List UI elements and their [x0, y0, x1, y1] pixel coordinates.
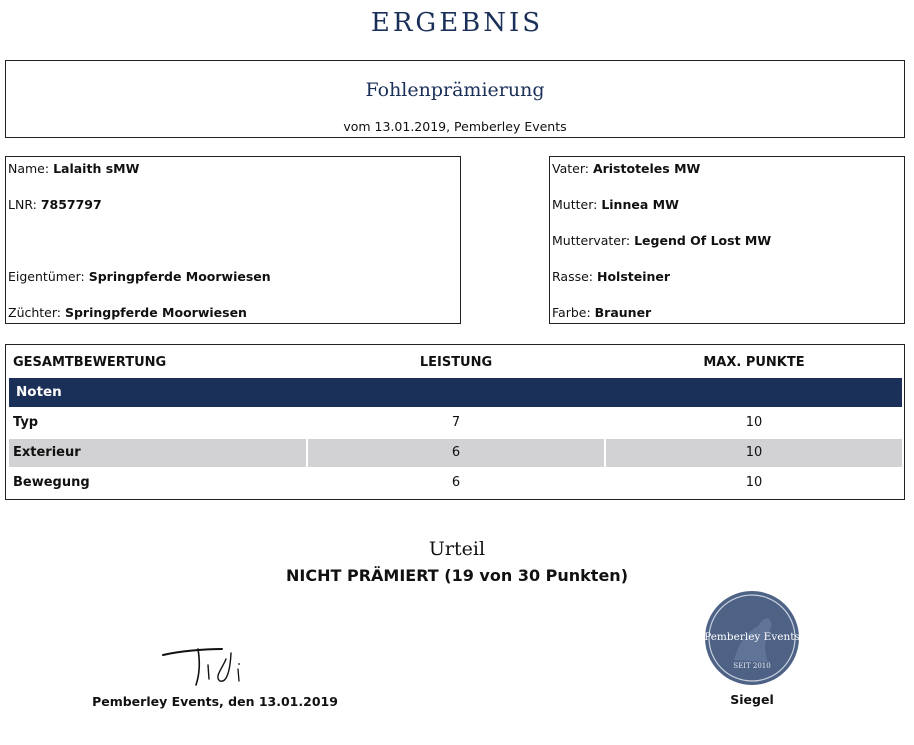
row-max: 10: [745, 415, 763, 430]
row-max: 10: [745, 475, 763, 490]
horse-name-field: Name: Lalaith sMW: [8, 161, 140, 176]
table-row: [9, 439, 902, 467]
header-max-points: MAX. PUNKTE: [703, 355, 805, 370]
page-title: ERGEBNIS: [370, 8, 544, 38]
seal-image: [704, 590, 800, 686]
dam-sire-value: Legend Of Lost MW: [634, 233, 772, 248]
horse-owner-value: Springpferde Moorwiesen: [88, 269, 271, 284]
header-performance: LEISTUNG: [419, 355, 493, 370]
verdict-value: NICHT PRÄMIERT (19 von 30 Punkten): [286, 566, 628, 585]
row-score: 6: [451, 475, 461, 490]
horse-breeder-value: Springpferde Moorwiesen: [64, 305, 247, 320]
header-total: GESAMTBEWERTUNG: [13, 355, 167, 370]
table-row: [9, 469, 902, 497]
color-field: Farbe: Brauner: [552, 305, 652, 320]
row-name: Exterieur: [9, 439, 306, 467]
pedigree-box: [549, 156, 905, 324]
event-name: Fohlenprämierung: [365, 79, 545, 101]
table-row: [9, 409, 902, 437]
event-subtitle: vom 13.01.2019, Pemberley Events: [343, 119, 567, 134]
row-score: 7: [451, 415, 461, 430]
horse-breeder-field: Züchter: Springpferde Moorwiesen: [8, 305, 247, 320]
sire-field: Vater: Aristoteles MW: [552, 161, 701, 176]
horse-owner-field: Eigentümer: Springpferde Moorwiesen: [8, 269, 271, 284]
row-name: Typ: [13, 415, 39, 430]
verdict-label: Urteil: [428, 538, 486, 560]
seal-name: Pemberley Events: [704, 631, 800, 643]
place-and-date: Pemberley Events, den 13.01.2019: [92, 694, 338, 709]
dam-field: Mutter: Linnea MW: [552, 197, 679, 212]
color-value: Brauner: [594, 305, 652, 320]
section-bar: [9, 378, 902, 407]
dam-value: Linnea MW: [601, 197, 679, 212]
dam-sire-field: Muttervater: Legend Of Lost MW: [552, 233, 772, 248]
row-name: Bewegung: [13, 475, 90, 490]
signature-image: [160, 643, 250, 688]
breed-value: Holsteiner: [596, 269, 671, 284]
section-label: Noten: [16, 384, 62, 400]
horse-name-value: Lalaith sMW: [53, 161, 140, 176]
event-header-box: [5, 60, 905, 138]
horse-lnr-field: LNR: 7857797: [8, 197, 102, 212]
score-table: [5, 344, 905, 500]
horse-info-box: [5, 156, 461, 324]
seal-since: SEIT 2010: [733, 662, 771, 670]
row-max: 10: [606, 439, 902, 467]
sire-value: Aristoteles MW: [592, 161, 701, 176]
row-score: 6: [308, 439, 604, 467]
breed-field: Rasse: Holsteiner: [552, 269, 671, 284]
seal-label: Siegel: [730, 692, 774, 707]
horse-lnr-value: 7857797: [40, 197, 102, 212]
